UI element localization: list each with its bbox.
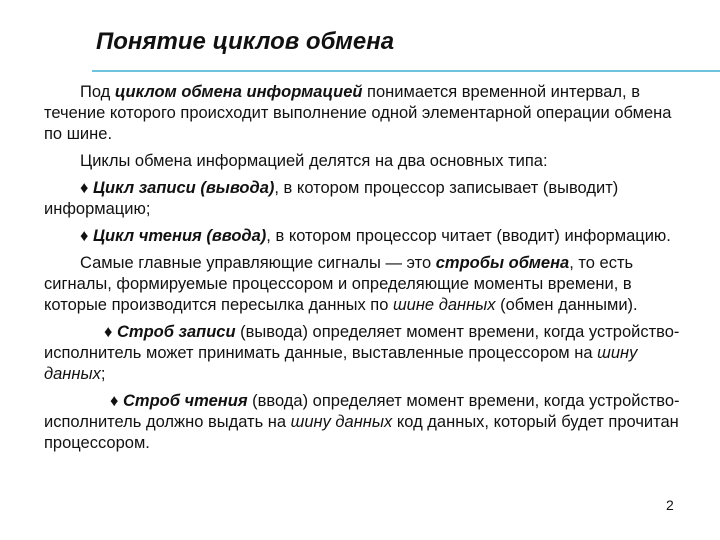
term-read-strobe: ♦ Строб чтения (110, 392, 248, 410)
paragraph-read-cycle (44, 226, 692, 247)
term-data-bus: шину данных (290, 413, 393, 431)
paragraph-read-strobe (44, 391, 692, 454)
paragraph-write-cycle (44, 178, 692, 220)
text-run: Под (80, 83, 115, 101)
text-run: , в котором процессор записывает (выводит) информацию; (44, 179, 619, 218)
paragraph-definition (44, 82, 692, 145)
text-run: ; (100, 365, 106, 383)
term-exchange-strobes: стробы обмена (435, 254, 570, 272)
text-run: Самые главные управляющие сигналы — это (80, 254, 436, 272)
slide-body (44, 82, 692, 460)
term-write-cycle: ♦ Цикл записи (вывода) (80, 179, 275, 197)
text-run: код данных, который будет прочитан процессором. (44, 413, 679, 452)
term-read-cycle: ♦ Цикл чтения (ввода) (80, 227, 267, 245)
paragraph-types-intro: Циклы обмена информацией делятся на два основных типа: (80, 152, 548, 170)
term-data-bus: шину данных (44, 344, 638, 383)
text-run: (вывода) определяет момент времени, когда устройство-исполнитель может принимать данные, выставленные процессором на (44, 323, 680, 362)
term-data-bus: шине данных (392, 296, 496, 314)
page-number: 2 (666, 497, 674, 513)
term-exchange-cycle: циклом обмена информацией (114, 83, 363, 101)
slide-title: Понятие циклов обмена (96, 28, 395, 55)
paragraph-strobes (44, 253, 692, 316)
text-run: , то есть сигналы, формируемые процессором и определяющие моменты времени, в которые производится пересылка данных по (44, 254, 634, 314)
term-write-strobe: ♦ Строб записи (104, 323, 236, 341)
text-run: , в котором процессор читает (вводит) информацию. (266, 227, 671, 245)
text-run: (ввода) определяет момент времени, когда устройство-исполнитель должно выдать на (44, 392, 680, 431)
text-run: (обмен данными). (495, 296, 638, 314)
title-underline (92, 70, 720, 72)
paragraph-write-strobe (44, 322, 692, 385)
text-run: понимается временной интервал, в течение которого происходит выполнение одной элементарной операции обмена по шине. (44, 83, 672, 143)
